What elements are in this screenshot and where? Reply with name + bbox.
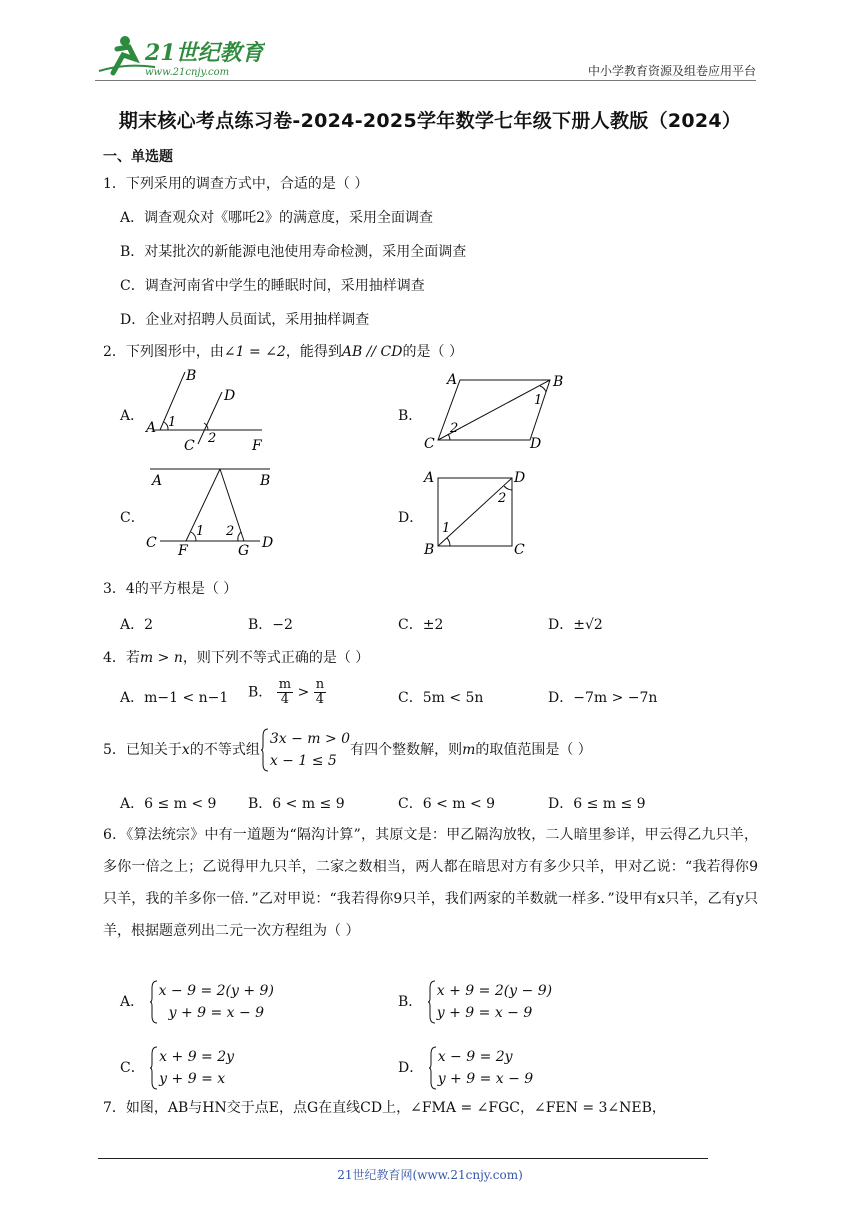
svg-text:2: 2 — [226, 524, 235, 539]
svg-text:C: C — [514, 542, 525, 558]
q2-stem-mid: ，能得到 — [285, 344, 342, 360]
q6-option-b-label: B． — [398, 994, 423, 1010]
q4-option-b — [248, 678, 326, 707]
question-7-stem: 7．如图，AB与HN交于点E，点G在直线CD上，∠FMA = ∠FGC，∠FEN = 3∠NEB， — [103, 1100, 666, 1116]
q6-option-b-system — [427, 980, 552, 1024]
svg-text:1: 1 — [534, 393, 543, 408]
q2-option-c-label: C． — [120, 510, 145, 526]
fraction-denominator: 4 — [280, 692, 290, 707]
svg-text:1: 1 — [442, 521, 451, 536]
q5-option-a: A．6 ≤ m < 9 — [120, 796, 217, 812]
q6-d-eq2: y + 9 = x − 9 — [437, 1071, 534, 1087]
svg-text:2: 2 — [450, 421, 459, 436]
q6-option-d — [398, 1046, 533, 1090]
figure-a — [140, 368, 270, 458]
q6-c-eq2: y + 9 = x — [159, 1071, 226, 1087]
brace-icon — [149, 980, 158, 1024]
q6-option-d-system — [428, 1046, 534, 1090]
fraction-numerator: m — [278, 677, 292, 692]
svg-text:B: B — [260, 473, 271, 489]
svg-text:F: F — [252, 438, 262, 454]
q2-relation: AB // CD — [341, 344, 403, 360]
svg-text:C: C — [146, 535, 157, 551]
question-6-text: 6．《算法统宗》中有一道题为“隔沟计算”，其原文是：甲乙隔沟放牧，二人暗里参详，甲云得乙九只羊，多你一倍之上；乙说得甲九只羊，二家之数相当，两人都在暗思对方有多少只羊，甲对乙说：“我若得你9只羊，我的羊多你一倍．”乙对甲说：“我若得你9只羊，我们两家的羊数就一样多．”设甲有x只羊，乙有y只羊，根据题意列出二元一次方程组为（ ） — [103, 827, 758, 939]
q2-option-a-label: A． — [120, 408, 145, 424]
svg-text:2: 2 — [498, 491, 507, 506]
q4-fraction-n4 — [314, 678, 326, 707]
svg-text:B: B — [553, 374, 564, 390]
brace-icon — [427, 980, 436, 1024]
q6-option-c-system — [149, 1046, 234, 1090]
q5-option-c: C．6 < m < 9 — [398, 796, 496, 812]
q5-option-d: D．6 ≤ m ≤ 9 — [548, 796, 646, 812]
q2-stem-prefix: 2．下列图形中，由 — [103, 344, 224, 360]
svg-text:1: 1 — [168, 415, 177, 430]
q3-option-a: A．2 — [120, 617, 154, 633]
svg-text:B: B — [186, 368, 197, 384]
q6-option-a-label: A． — [120, 994, 145, 1010]
fraction-denominator: 4 — [315, 692, 325, 707]
q5-inequality-2: x − 1 ≤ 5 — [269, 753, 337, 769]
q4-option-b-operator: > — [297, 684, 310, 701]
logo-text: 21世纪教育 — [145, 40, 264, 66]
figure-b — [420, 372, 580, 452]
question-5-stem — [103, 728, 592, 772]
question-2-stem — [103, 342, 463, 362]
svg-text:B: B — [424, 542, 435, 558]
q3-option-b: B．−2 — [248, 617, 293, 633]
q6-option-c — [120, 1046, 234, 1090]
q6-d-eq1: x − 9 = 2y — [437, 1049, 513, 1065]
svg-text:A: A — [146, 420, 157, 436]
q1-option-c: C．调查河南省中学生的睡眠时间，采用抽样调查 — [120, 278, 425, 294]
svg-text:2: 2 — [208, 431, 217, 446]
q4-condition: m > n — [139, 650, 183, 666]
svg-text:C: C — [424, 436, 435, 452]
q5-stem-mid2: 有四个整数解，则 — [350, 742, 463, 758]
brace-icon — [260, 728, 269, 772]
q4-option-a: A．m−1 < n−1 — [120, 690, 229, 706]
q6-b-eq1: x + 9 = 2(y − 9) — [436, 983, 553, 999]
q4-fraction-m4 — [277, 678, 293, 707]
site-logo — [95, 33, 265, 79]
q6-c-eq1: x + 9 = 2y — [159, 1049, 235, 1065]
q4-stem-prefix: 4．若 — [103, 650, 140, 666]
q5-var-m: m — [462, 742, 476, 758]
q5-stem-prefix: 5．已知关于 — [103, 742, 182, 758]
q5-option-b: B．6 < m ≤ 9 — [248, 796, 345, 812]
section-heading: 一、单选题 — [103, 149, 173, 165]
q5-var-x: x — [181, 742, 190, 758]
q6-a-eq2: y + 9 = x − 9 — [168, 1005, 265, 1021]
q5-inequality-system — [260, 728, 350, 772]
q4-option-b-label: B． — [248, 684, 273, 701]
q6-b-eq2: y + 9 = x − 9 — [436, 1005, 533, 1021]
q6-a-eq1: x − 9 = 2(y + 9) — [158, 983, 274, 999]
q5-stem-suffix: 的取值范围是（ ） — [475, 742, 592, 758]
svg-text:1: 1 — [196, 524, 205, 539]
q3-option-d: D．±√2 — [548, 617, 603, 633]
svg-text:D: D — [224, 388, 236, 404]
q5-inequality-1: 3x − m > 0 — [269, 731, 351, 747]
figure-c — [140, 465, 280, 557]
q2-option-b-label: B． — [398, 408, 423, 424]
svg-text:A: A — [447, 372, 458, 388]
question-4-stem — [103, 648, 369, 668]
q1-option-a: A．调查观众对《哪吒2》的满意度，采用全面调查 — [120, 210, 434, 226]
svg-text:D: D — [530, 436, 542, 452]
q4-stem-suffix: ，则下列不等式正确的是（ ） — [182, 650, 370, 666]
q4-option-d: D．−7m > −7n — [548, 690, 658, 706]
q3-option-c: C．±2 — [398, 617, 444, 633]
brace-icon — [428, 1046, 437, 1090]
svg-text:A: A — [152, 473, 163, 489]
fraction-numerator: n — [315, 677, 325, 692]
q2-option-d-label: D． — [398, 510, 424, 526]
q4-option-c: C．5m < 5n — [398, 690, 484, 706]
q6-option-a — [120, 980, 274, 1024]
platform-label: 中小学教育资源及组卷应用平台 — [587, 64, 756, 78]
page-title: 期末核心考点练习卷-2024-2025学年数学七年级下册人教版（2024） — [118, 110, 742, 132]
q1-option-b: B．对某批次的新能源电池使用寿命检测，采用全面调查 — [120, 244, 467, 260]
q1-option-d: D．企业对招聘人员面试，采用抽样调查 — [120, 312, 370, 328]
q2-stem-suffix: 的是（ ） — [402, 344, 463, 360]
q6-option-b — [398, 980, 552, 1024]
q5-stem-mid: 的不等式组 — [189, 742, 260, 758]
svg-text:A: A — [424, 470, 435, 486]
question-3-stem: 3．4的平方根是（ ） — [103, 581, 238, 597]
logo-url: www.21cnjy.com — [145, 67, 230, 78]
q6-option-d-label: D． — [398, 1060, 424, 1076]
header-divider — [95, 80, 756, 81]
svg-text:D: D — [262, 535, 274, 551]
q2-equation: ∠1 = ∠2 — [223, 344, 286, 360]
footer-link[interactable]: 21世纪教育网(www.21cnjy.com) — [337, 1168, 523, 1182]
q6-option-c-label: C． — [120, 1060, 145, 1076]
svg-text:D: D — [514, 470, 526, 486]
q6-option-a-system — [149, 980, 274, 1024]
brace-icon — [149, 1046, 158, 1090]
footer-divider — [98, 1158, 708, 1159]
figure-d — [420, 466, 540, 558]
question-1-stem: 1．下列采用的调查方式中，合适的是（ ） — [103, 176, 369, 192]
svg-text:F: F — [178, 543, 188, 557]
svg-text:C: C — [184, 438, 195, 454]
svg-text:G: G — [238, 543, 250, 557]
